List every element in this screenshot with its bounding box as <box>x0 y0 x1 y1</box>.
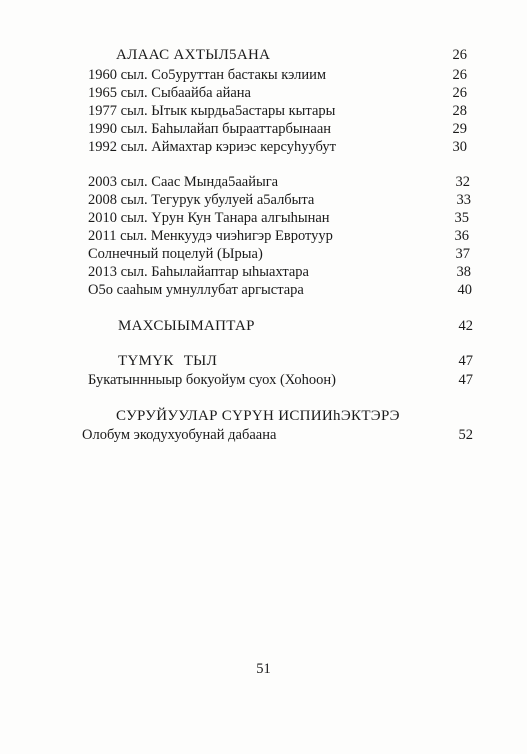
toc-entry-page: 26 <box>452 85 467 101</box>
section-heading-tymyk-tyl: ТҮМҮК ТЫЛ <box>118 353 218 369</box>
toc-entry-page: 38 <box>456 264 471 280</box>
toc-entry: 1977 сыл. Ытык кырдьа5астары кытары <box>88 103 336 119</box>
toc-entry-page: 32 <box>455 174 470 190</box>
toc-entry: Олобум экодухуобунай дабаана <box>82 427 277 443</box>
toc-entry: О5о сааhым умнуллубат аргыстара <box>88 282 304 298</box>
section-page-tymyk-tyl: 47 <box>458 353 473 369</box>
toc-entry-page: 52 <box>458 427 473 443</box>
toc-entry-page: 47 <box>458 372 473 388</box>
section-heading-alaas: АЛААС АХТЫЛ5АНА <box>116 47 271 63</box>
toc-entry: 1960 сыл. Со5уруттан бастакы кэлиим <box>88 67 327 83</box>
page-number: 51 <box>256 661 271 677</box>
section-page-alaas: 26 <box>452 47 467 63</box>
toc-entry: 1965 сыл. Сыбаайба айана <box>88 85 251 101</box>
toc-entry: Солнечный поцелуй (Ырыа) <box>88 246 263 262</box>
toc-entry-page: 37 <box>455 246 470 262</box>
toc-entry: 1990 сыл. Баhылайап бырааттарбынаан <box>88 121 332 137</box>
section-heading-suruiuular: СУРУЙУУЛАР СҮРҮН ИСПИИhЭКТЭРЭ <box>116 408 400 424</box>
toc-entry: 2008 сыл. Тегурук убулуей а5албыта <box>88 192 315 208</box>
toc-entry: 1992 сыл. Аймахтар кэриэс керсуhуубут <box>88 139 336 155</box>
toc-entry-page: 35 <box>454 210 469 226</box>
toc-entry: Букатыннныыр бокуойум суох (Хоhоон) <box>88 372 336 388</box>
section-heading-makhsyymaptar: МАХСЫЫМАПТАР <box>118 318 255 334</box>
toc-entry-page: 26 <box>452 67 467 83</box>
toc-entry-page: 36 <box>454 228 469 244</box>
toc-entry-page: 40 <box>457 282 472 298</box>
toc-entry-page: 33 <box>456 192 471 208</box>
toc-entry-page: 29 <box>452 121 467 137</box>
toc-entry: 2003 сыл. Саас Мында5аайыга <box>88 174 279 190</box>
toc-entry: 2011 сыл. Менкуудэ чиэhигэр Евротуур <box>88 228 333 244</box>
toc-entry: 2010 сыл. Үрун Кун Танара алгыhынан <box>88 210 330 226</box>
toc-entry-page: 30 <box>452 139 467 155</box>
toc-entry-page: 28 <box>452 103 467 119</box>
section-page-makhsyymaptar: 42 <box>458 318 473 334</box>
toc-entry: 2013 сыл. Баhылайаптар ыhыахтара <box>88 264 309 280</box>
